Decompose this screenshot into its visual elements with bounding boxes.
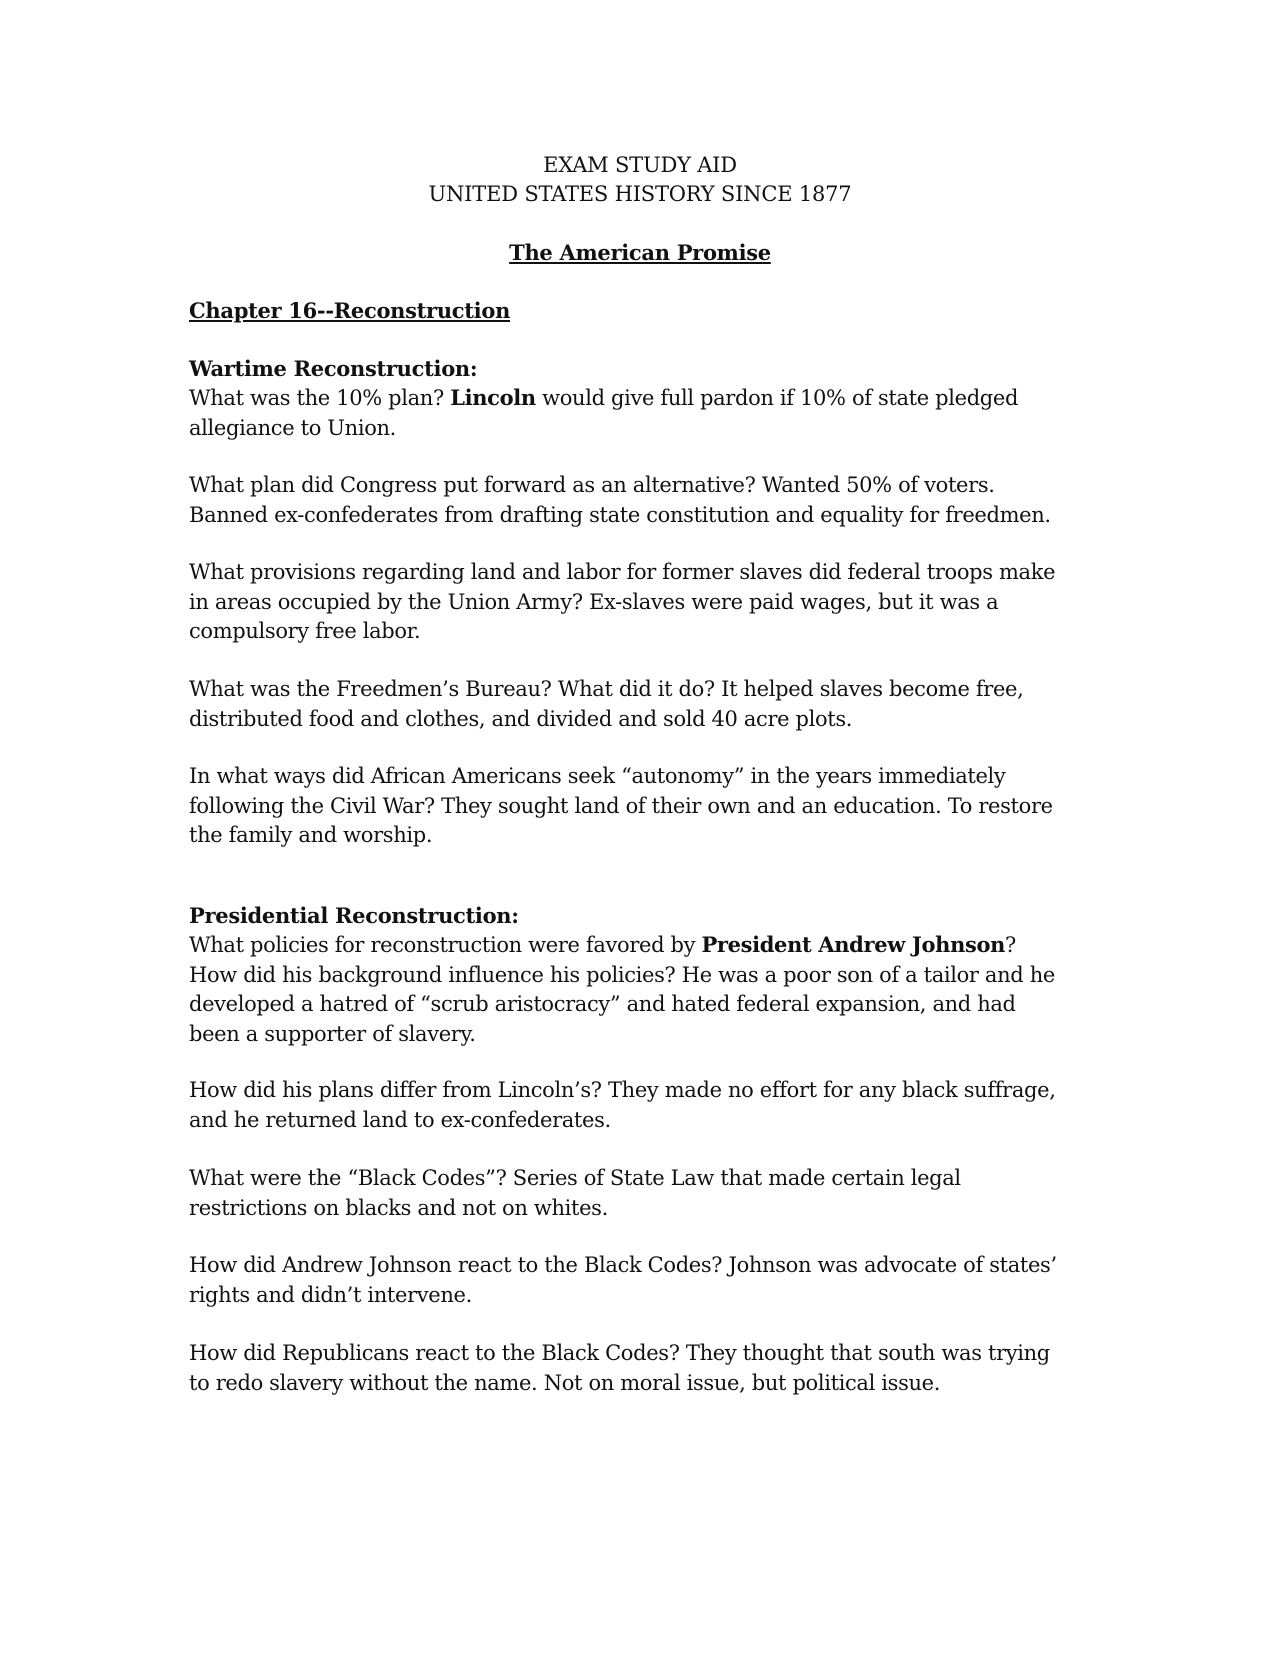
bold-lincoln: Lincoln <box>450 385 536 410</box>
paragraph-line: developed a hatred of “scrub aristocracy” and hated federal expansion, and had <box>189 992 1016 1016</box>
bold-president-andrew-johnson: President Andrew Johnson <box>701 932 1006 957</box>
text-run: What policies for reconstruction were favored by <box>189 933 702 957</box>
paragraph-line: What plan did Congress put forward as an alternative? Wanted 50% of voters. <box>189 473 995 497</box>
presidential-question-lincoln-difference <box>189 1076 1089 1135</box>
paragraph-line: and he returned land to ex-confederates. <box>189 1107 611 1132</box>
wartime-question-10-percent-plan <box>189 383 1089 443</box>
paragraph-line: What was the Freedmen’s Bureau? What did it do? It helped slaves become free, <box>189 677 1024 701</box>
book-title: The American Promise <box>509 240 771 265</box>
wartime-question-congress-plan <box>189 471 1089 530</box>
paragraph-line: How did his plans differ from Lincoln’s? They made no effort for any black suffrage, <box>189 1078 1056 1102</box>
text-run: ? <box>1005 933 1016 957</box>
paragraph-line: How did Andrew Johnson react to the Black Codes? Johnson was advocate of states’ <box>189 1253 1057 1277</box>
presidential-question-johnson-policies <box>189 930 1089 1049</box>
text-run: would give full pardon if 10% of state pledged <box>535 386 1019 410</box>
chapter-title: Chapter 16--Reconstruction <box>189 298 511 323</box>
wartime-question-autonomy <box>189 762 1089 851</box>
paragraph-line: following the Civil War? They sought land of their own and an education. To restore <box>189 793 1053 818</box>
paragraph-line: been a supporter of slavery. <box>189 1021 476 1046</box>
paragraph-line: How did Republicans react to the Black Codes? They thought that south was trying <box>189 1341 1050 1365</box>
paragraph-line: in areas occupied by the Union Army? Ex-slaves were paid wages, but it was a <box>189 589 999 614</box>
paragraph-line: What were the “Black Codes”? Series of State Law that made certain legal <box>189 1166 961 1190</box>
paragraph-line: compulsory free labor. <box>189 619 421 643</box>
paragraph-line: rights and didn’t intervene. <box>189 1282 472 1307</box>
paragraph-line <box>189 383 1089 414</box>
header-line-course: UNITED STATES HISTORY SINCE 1877 <box>428 182 852 206</box>
paragraph-line <box>189 930 1089 961</box>
paragraph-line: What provisions regarding land and labor for former slaves did federal troops make <box>189 560 1056 584</box>
presidential-question-republican-reaction <box>189 1339 1089 1398</box>
paragraph-line: In what ways did African Americans seek “autonomy” in the years immediately <box>189 764 1006 788</box>
document-header <box>0 151 1280 209</box>
section-heading-presidential: Presidential Reconstruction: <box>189 903 519 928</box>
wartime-question-freedmens-bureau <box>189 675 1089 734</box>
paragraph-line: restrictions on blacks and not on whites. <box>189 1195 608 1220</box>
paragraph-line: the family and worship. <box>189 823 433 847</box>
section-heading-wartime: Wartime Reconstruction: <box>189 356 478 381</box>
paragraph-line: to redo slavery without the name. Not on moral issue, but political issue. <box>189 1370 941 1395</box>
paragraph-line: Banned ex-confederates from drafting state constitution and equality for freedmen. <box>189 502 1051 527</box>
paragraph-line: allegiance to Union. <box>189 415 396 440</box>
header-line-exam-aid: EXAM STUDY AID <box>543 153 737 177</box>
presidential-question-black-codes <box>189 1164 1089 1223</box>
paragraph-line: How did his background influence his policies? He was a poor son of a tailor and he <box>189 962 1055 987</box>
paragraph-line: distributed food and clothes, and divided and sold 40 acre plots. <box>189 706 853 731</box>
wartime-question-land-labor <box>189 558 1089 647</box>
text-run: What was the 10% plan? <box>189 386 451 410</box>
presidential-question-johnson-reaction <box>189 1251 1089 1310</box>
